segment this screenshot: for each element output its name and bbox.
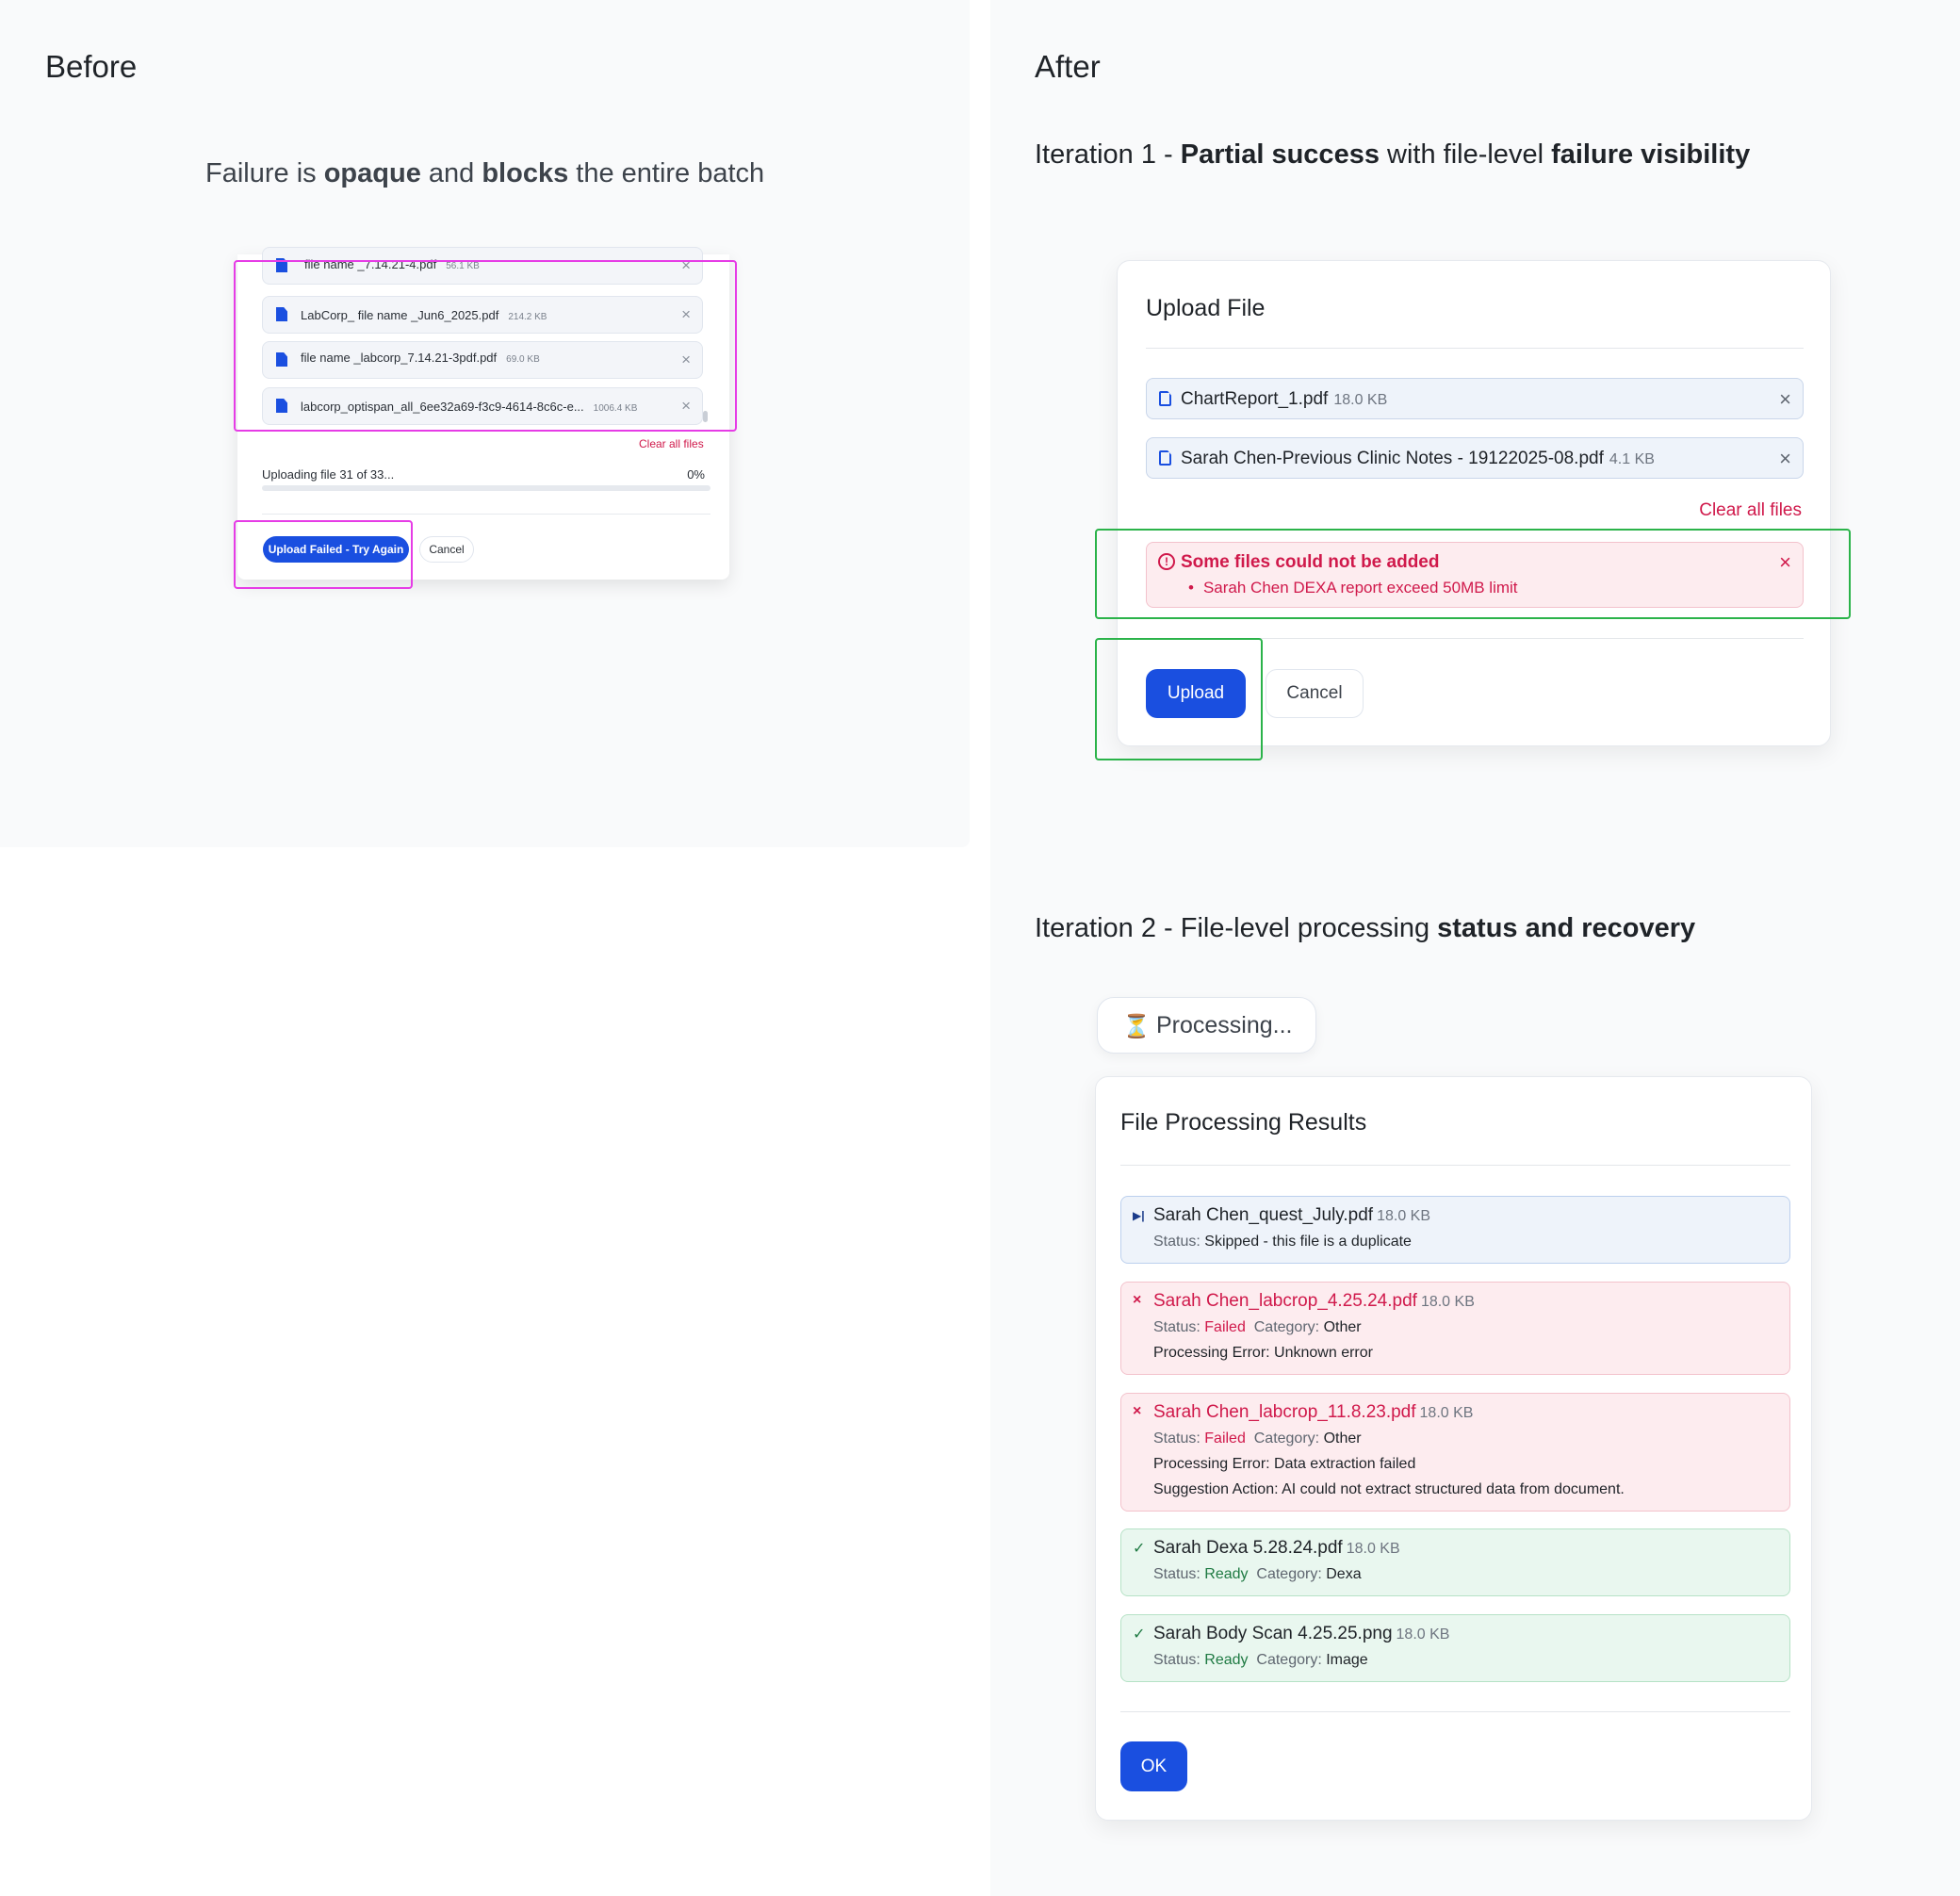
category-value: Other: [1323, 1319, 1362, 1335]
processing-label: Processing...: [1156, 1012, 1293, 1038]
iteration2-heading: Iteration 2 - File-level processing status and recovery: [1035, 913, 1696, 943]
file-name: Sarah Body Scan 4.25.25.png: [1153, 1624, 1393, 1643]
clear-all-files-link[interactable]: Clear all files: [1699, 500, 1802, 520]
error-item: • Sarah Chen DEXA report exceed 50MB limit: [1188, 579, 1518, 597]
file-name: Sarah Chen_quest_July.pdf: [1153, 1205, 1374, 1225]
category-value: Image: [1326, 1652, 1368, 1668]
ok-button[interactable]: OK: [1120, 1741, 1187, 1791]
hourglass-icon: ⏳: [1122, 1014, 1151, 1039]
remove-file-icon[interactable]: ×: [681, 351, 691, 368]
file-item: ChartReport_1.pdf 18.0 KB ×: [1146, 378, 1804, 419]
result-item-failed: × Sarah Chen_labcrop_4.25.24.pdf 18.0 KB Status: Failed Category: Other Processing Error: Unknown error: [1120, 1282, 1790, 1375]
dialog-title: Upload File: [1146, 295, 1266, 321]
processing-indicator: [1097, 997, 1316, 1054]
before-heading: Before: [45, 49, 138, 84]
divider: [1120, 1165, 1790, 1166]
upload-button[interactable]: Upload: [1146, 669, 1246, 718]
remove-file-icon[interactable]: ×: [1779, 447, 1791, 470]
result-item-failed: × Sarah Chen_labcrop_11.8.23.pdf 18.0 KB Status: Failed Category: Other Processing Error: Data extraction failed Suggestion Action: AI could not extract structured data from document.: [1120, 1393, 1790, 1512]
progress-percent: 0%: [687, 467, 705, 482]
category-value: Dexa: [1326, 1566, 1362, 1582]
iteration1-heading: Iteration 1 - Partial success with file-level failure visibility: [1035, 139, 1751, 170]
category-value: Other: [1323, 1430, 1362, 1447]
progress-label: Uploading file 31 of 33...: [262, 467, 395, 482]
highlight-file-list: [234, 260, 737, 432]
x-icon: ×: [1133, 1403, 1142, 1419]
remove-file-icon[interactable]: ×: [1779, 387, 1791, 411]
x-icon: ×: [1133, 1292, 1142, 1308]
before-file-row: LabCorp_ file name _Jun6_2025.pdf 214.2 KB ×: [262, 296, 703, 334]
cancel-button[interactable]: Cancel: [419, 536, 474, 563]
cancel-button[interactable]: Cancel: [1266, 669, 1364, 718]
file-icon: [1159, 391, 1171, 406]
alert-circle-icon: !: [1158, 553, 1175, 570]
file-processing-results-dialog: [1095, 1076, 1812, 1821]
check-icon: ✓: [1133, 1626, 1146, 1643]
skip-icon: ▶|: [1133, 1209, 1145, 1222]
remove-file-icon[interactable]: ×: [681, 256, 691, 274]
file-name: Sarah Dexa 5.28.24.pdf: [1153, 1538, 1343, 1558]
before-file-row: file name _7.14.21-4.pdf 56.1 KB ×: [262, 247, 703, 285]
after-heading: After: [1035, 49, 1101, 84]
error-title: Some files could not be added: [1181, 552, 1440, 572]
result-item-ready: ✓ Sarah Dexa 5.28.24.pdf 18.0 KB Status: Ready Category: Dexa: [1120, 1528, 1790, 1596]
remove-file-icon[interactable]: ×: [681, 397, 691, 415]
status-value: Ready: [1204, 1566, 1249, 1582]
suggestion-value: AI could not extract structured data from document.: [1282, 1481, 1625, 1497]
file-name: Sarah Chen_labcrop_4.25.24.pdf: [1153, 1291, 1417, 1311]
file-name: Sarah Chen_labcrop_11.8.23.pdf: [1153, 1402, 1416, 1422]
divider: [1146, 348, 1804, 349]
before-file-row: labcorp_optispan_all_6ee32a69-f3c9-4614-8c6c-e... 1006.4 KB ×: [262, 387, 703, 425]
status-value: Ready: [1204, 1652, 1249, 1668]
before-subtitle: Failure is opaque and blocks the entire batch: [205, 158, 765, 188]
highlight-error-alert: [1095, 529, 1851, 619]
status-value: Failed: [1204, 1430, 1246, 1447]
dialog-title: File Processing Results: [1120, 1109, 1367, 1136]
error-value: Unknown error: [1274, 1345, 1373, 1361]
progress-bar: [262, 485, 710, 491]
check-icon: ✓: [1133, 1541, 1146, 1557]
divider: [262, 514, 710, 515]
status-value: Skipped - this file is a duplicate: [1204, 1234, 1412, 1250]
file-icon: [1159, 450, 1171, 466]
result-item-skipped: ▶| Sarah Chen_quest_July.pdf 18.0 KB Status: Skipped - this file is a duplicate: [1120, 1196, 1790, 1264]
remove-file-icon[interactable]: ×: [681, 305, 691, 323]
highlight-retry-button: [234, 520, 413, 589]
file-item: Sarah Chen-Previous Clinic Notes - 19122025-08.pdf 4.1 KB ×: [1146, 437, 1804, 479]
divider: [1120, 1711, 1790, 1712]
highlight-upload-button: [1095, 638, 1263, 760]
error-value: Data extraction failed: [1274, 1456, 1416, 1472]
before-file-row: file name _labcorp_7.14.21-3pdf.pdf 69.0 KB ×: [262, 341, 703, 379]
dismiss-error-icon[interactable]: ×: [1779, 550, 1791, 574]
clear-all-files-link[interactable]: Clear all files: [639, 437, 704, 450]
status-value: Failed: [1204, 1319, 1246, 1335]
upload-failed-try-again-button[interactable]: Upload Failed - Try Again: [263, 536, 409, 563]
result-item-ready: ✓ Sarah Body Scan 4.25.25.png 18.0 KB Status: Ready Category: Image: [1120, 1614, 1790, 1682]
